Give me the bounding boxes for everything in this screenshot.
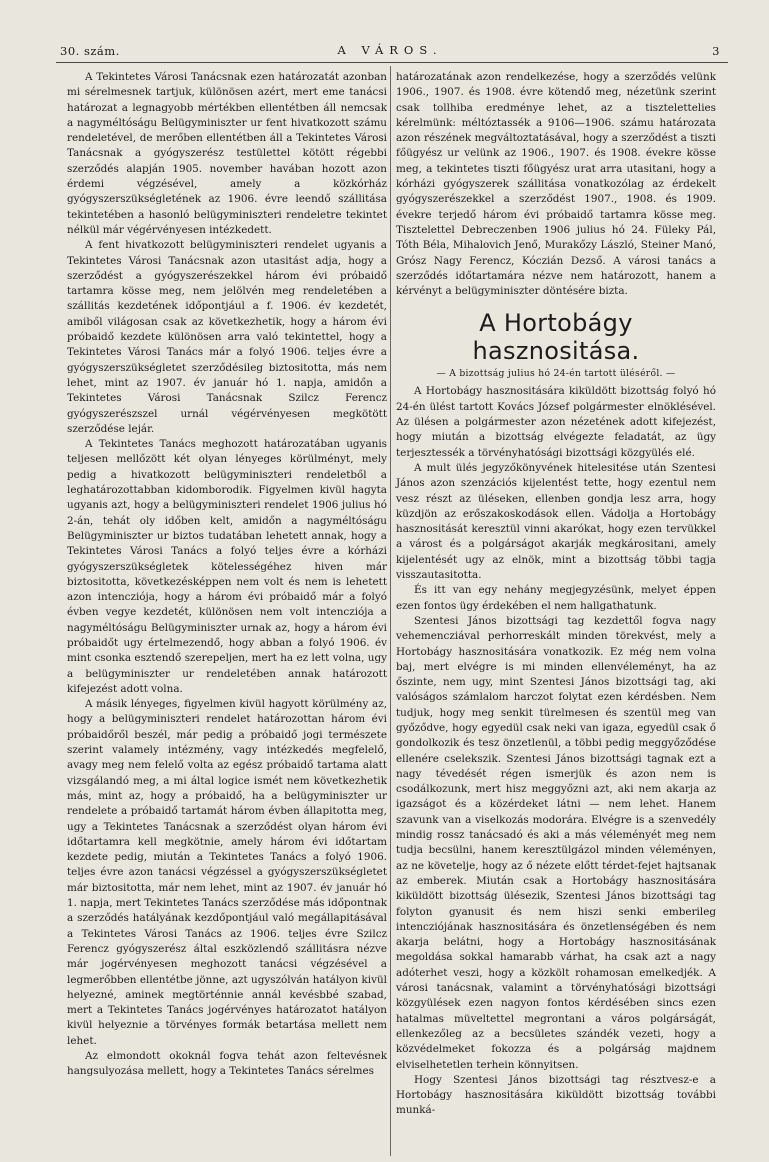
right-column (396, 70, 716, 1119)
paragraph: A Tekintetes Városi Tanácsnak ezen határozatát azonban mi sérelmesnek tartjuk, különösen azért, mert eme tanácsi határozat a legnagyobb mértékben ellentétben áll nemcsak a nagyméltóságu Belügyminiszter ur fent hivatkozott számu rendeletével, de merőben ellentétben áll a Tekintetes Városi Tanácsnak a gyógyszerész testülettel kötött régebbi szerződés alapján 1905. november havában hozott azon érdemi végzésével, amely a közkórház gyógyszerszükségletének az 1906. évre leendő szállitása tekintetében a hasonló belügyminiszteri rendeletre tekintet nélkül már végérvényesen intézkedett. (67, 71, 387, 236)
page-header (60, 42, 720, 62)
left-column (67, 70, 387, 1080)
newspaper-title: A VÁROS. (337, 43, 443, 57)
column-divider (390, 66, 391, 1156)
paragraph: Az elmondott okoknál fogva tehát azon feltevésnek hangsulyozása mellett, hogy a Tekintetes Tanács sérelmes (67, 1050, 387, 1078)
paragraph: Szentesi János bizottsági tag kezdettől fogva nagy vehemencziával perhorreskált minden törekvést, mely a Hortobágy hasznositására vonatkozik. Ez még nem volna baj, mert elvégre is mi minden ellenvéleményt, ha az őszinte, nem ugy, mint Szentesi János bizottsági tag, aki valóságos számlalom harczot folytat ezen kérdésben. Nem tudjuk, hogy meg senkit türelmesen és szentül meg van győződve, hogy egyedül csak neki van igaza, egyedül csak ő gondolkozik és tesz önzetlenül, a többi pedig meggyőződése ellenére cselekszik. Szentesi János bizottsági tagnak ezt a nagy tévedését régen ismerjük és azon nem is csodálkozunk, mert hisz meggyőzni azt, aki nem akarja az igazságot és a közérdeket látni — nem lehet. Hanem szavunk van a viselkozás modorára. Elvégre is a szenvedély mindig rossz tanácsadó és aki a más véleményét meg nem tudja becsülni, hanem keresztülgázol minden véleményen, az ne követelje, hogy az ő nézete előtt térdet-fejet hajtsanak az emberek. Miután csak a Hortobágy hasznositására kiküldött bizottság ülésezik, Szentesi János bizottsági tag folyton gyanusit és nem hiszi senki emberileg intencziójának hasznositására és önzetlenségében és nem akarja belátni, hogy a Hortobágy hasznositásának megoldása sokkal hamarabb várhat, ha csak azt a nagy adóterhet veszi, hogy a közkölt rohamosan emelkedjék. A városi tanácsnak, valamint a törvényhatósági bizottsági közgyülések ezen nagyon fontos kérdésében sincs ezen hatalmas müveltettel megrontani a város polgárságát, ellenkezőleg az a becsületes szándék vezeti, hogy a közvédelmeket fokozza és a polgárság majdnem elviselhetetlen terhein könnyitsen. (396, 614, 716, 1071)
article-title: A Hortobágy hasznositása. (472, 309, 640, 366)
paragraph: És itt van egy nehány megjegyzésünk, melyet éppen ezen fontos ügy érdekében el nem hallgathatunk. (396, 584, 716, 612)
paragraph: Hogy Szentesi János bizottsági tag résztvesz-e a Hortobágy hasznositására kiküldött bizottság további munká- (396, 1073, 716, 1117)
issue-number: 30. szám. (60, 44, 120, 58)
paragraph: A másik lényeges, figyelmen kivül hagyott körülmény az, hogy a belügyminiszteri rendelet határozottan három évi próbaidőről beszél, már pedig a próbaidő jogi természete szerint valamely intézmény, vagy intézkedés megfelelő, avagy meg nem felelő volta az egész próbaidő tartama alatt vizsgálandó meg, a mi által logice ismét nem következhetik más, mint az, hogy a próbaidő, ha a belügyminiszter ur rendelete a próbaidő tartamát három évben állapitotta meg, ugy a Tekintetes Tanácsnak a szerződést olyan három évi időtartamra kell megkötnie, amely három évi időtartam kezdete pedig, miután a Tekintetes Tanács a folyó 1906. teljes évre azon tanácsi végzéssel a gyógyszerszükségletet már biztositotta, már nem lehet, mint az 1907. év január hó 1. napja, mert Tekintetes Tanács szerződése más időpontnak a szerződés hatályának kezdőpontjául való megállapitásával a Tekintetes Városi Tanács az 1906. teljes évre Szilcz Ferencz gyógyszerész által eszközlendő szállitásra nézve már jogérvényesen meghozott tanácsi végzésével a legmerőbben ellentétbe jönne, azt ugyszólván hatályon kivül helyezné, aminek megtörténnie annál kevésbbé szabad, mert a Tekintetes Tanács jogérvényes határozatot hatályon kivül helyeznie a törvényes formák betartása mellett nem lehet. (67, 698, 387, 1047)
paragraph: A Hortobágy hasznositására kiküldött bizottság folyó hó 24-én ülést tartott Kovács József polgármester elnöklésével. Az ülésen a polgármester azon nézetének adott kifejezést, hogy miután a bizottság elvégezte feladatát, az ügy terjesztessék a törvényhatósági bizottsági közgyülés elé. (396, 385, 716, 459)
article-subtitle: — A bizottság julius hó 24-én tartott üléséről. — (436, 368, 676, 380)
page-number: 3 (712, 44, 720, 58)
paragraph: A mult ülés jegyzőkönyvének hitelesitése után Szentesi János azon szenzációs kijelentést tette, hogy ezentul nem vesz részt az üléseken, ellenben gondja lesz arra, hogy küzdjön az erőszakoskodások ellen. Vádolja a Hortobágy hasznositását keresztül vinni akarókat, hogy ezen tervükkel a várost és a polgárságot akarják megkárositani, amely kijelentését ugy az elnök, mint a bizottság többi tagja visszautasitotta. (396, 461, 716, 582)
paragraph: A Tekintetes Tanács meghozott határozatában ugyanis teljesen mellőzött két olyan lényeges körülményt, mely pedig a hivatkozott belügyminiszteri rendeletből a leghatározottabban kidomborodik. Figyelmen kivül hagyta ugyanis azt, hogy a belügyminiszteri rendelet 1906 julius hó 2-án, tehát oly időben kelt, amidőn a nagyméltóságu Belügyminiszter ur biztos tudatában lehetett annak, hogy a Tekintetes Városi Tanács a folyó teljes évre a kórházi gyógyszerszükségletek kötelességéhez hiven már biztositotta, következésképpen nem volt és nem is lehetett azon intencziója, hogy a három évi próbaidő már a folyó évben vegye kezdetét, különösen nem volt intencziója a nagyméltóságu Belügyminiszter urnak az, hogy a három évi próbaidőt ugy értelmezendő, hogy abban a folyó 1906. év mint csonka esztendő szerepeljen, mert ha ez lett volna, ugy a belügyminiszter ur rendeletében annak határozott kifejezést adott volna. (67, 438, 387, 695)
paragraph: határozatának azon rendelkezése, hogy a szerződés velünk 1906., 1907. és 1908. évre kötendő meg, nézetünk szerint csak tollhiba eredménye lehet, az a tisztelettelies kérelmünk: méltóztassék a 9106—1906. számu határozata azon részének megváltoztatásával, hogy a szerződést a tiszti főügyész ur velünk az 1906., 1907. és 1908. évekre kösse meg, a tekintetes tiszti főügyész urat arra utasitani, hogy a kórházi gyógyszerek szállitása vonatkozólag az érdekelt gyógyszerészekkel a szerződést 1907., 1908. és 1909. évekre terjedő három évi próbaidő tartamra kösse meg. Tisztelettel Debreczenben 1906 julius hó 24. Füleky Pál, Tóth Béla, Mihalovich Jenő, Murakőzy László, Steiner Manó, Grósz Nagy Ferencz, Kóczián Dezső. A városi tanács a szerződés időtartamára nézve nem határozott, hanem a kérvényt a belügyminiszter döntésére bizta. (396, 71, 716, 298)
header-rule (56, 62, 728, 63)
paragraph: A fent hivatkozott belügyminiszteri rendelet ugyanis a Tekintetes Városi Tanácsnak azon utasitást adja, hogy a szerződést a gyógyszerészekkel három évi próbaidő tartamra kösse meg, nem jelölvén meg rendeletében a szállitás kezdetének időpontjául a f. 1906. év kezdetét, amiből világosan csak az következhetik, hogy a három évi próbaidő kezdete különösen arra való tekintettel, hogy a Tekintetes Városi Tanács már a folyó 1906. teljes évre a gyógyszerszükségletet szerződésileg biztositotta, más nem lehet, mint az 1907. év január hó 1. napja, amidőn a Tekintetes Városi Tanácsnak Szilcz Ferencz gyógyszerészszel urnál végérvényesen megkötött szerződése lejár. (67, 239, 387, 435)
